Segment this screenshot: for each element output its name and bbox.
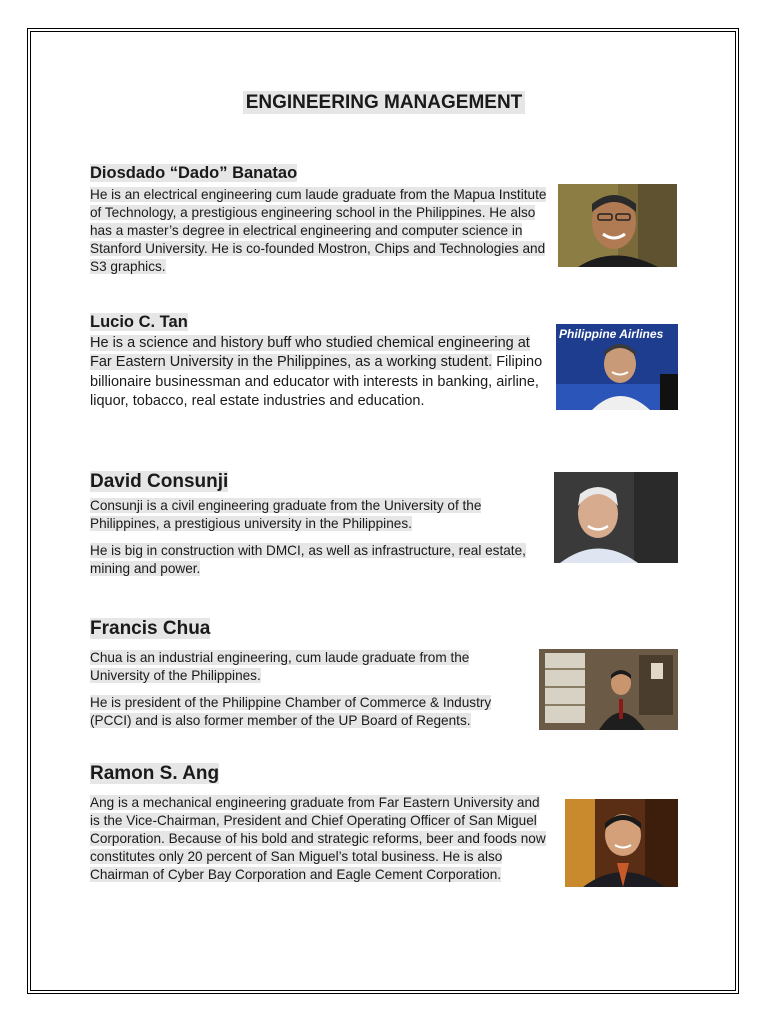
person-photo-consunji (554, 472, 678, 563)
person-section-banatao (90, 164, 552, 276)
person-name: Diosdado “Dado” Banatao (90, 164, 298, 182)
person-section-chua (90, 618, 520, 730)
person-photo-chua (539, 649, 678, 730)
person-section-tan (90, 313, 550, 412)
person-bio: He is a science and history buff who studied chemical engineering at Far Eastern University in the Philippines, as a working student. Filipino billionaire businessman and educator with interests in banking, airline, liquor, tobacco, real estate industries and education. (90, 334, 543, 410)
person-bio: He is an electrical engineering cum laude graduate from the Mapua Institute of Technology, a prestigious engineering school in the Philippines. He also has a master’s degree in electrical engineering and computer science in Stanford University. He is co-founded Mostron, Chips and Technologies and S3 graphics. (90, 186, 547, 274)
person-photo-tan (556, 324, 678, 410)
person-photo-banatao (558, 184, 677, 267)
person-section-consunji (90, 471, 542, 578)
person-bio-2: He is big in construction with DMCI, as well as infrastructure, real estate, mining and power. (90, 542, 526, 576)
person-name: Francis Chua (90, 618, 211, 639)
person-photo-ang (565, 799, 678, 887)
person-bio-1: Consunji is a civil engineering graduate from the University of the Philippines, a prestigious university in the Philippines. (90, 497, 482, 531)
photo-caption: Philippine Airlines (559, 327, 664, 341)
person-section-ang (90, 763, 552, 884)
person-name: Lucio C. Tan (90, 313, 188, 331)
page-title (0, 92, 768, 114)
person-bio: Ang is a mechanical engineering graduate from Far Eastern University and is the Vice-Chairman, President and Chief Operating Officer of San Miguel Corporation. Because of his bold and strategic reforms, beer and foods now constitutes only 20 percent of San Miguel’s total business. He is also Chairman of Cyber Bay Corporation and Eagle Cement Corporation. (90, 794, 546, 882)
person-name: Ramon S. Ang (90, 763, 220, 784)
page-title-text: ENGINEERING MANAGEMENT (243, 91, 526, 114)
person-name: David Consunji (90, 471, 229, 492)
person-bio-1: Chua is an industrial engineering, cum laude graduate from the University of the Philippines. (90, 649, 470, 683)
person-bio-2: He is president of the Philippine Chamber of Commerce & Industry (PCCI) and is also former member of the UP Board of Regents. (90, 694, 492, 728)
